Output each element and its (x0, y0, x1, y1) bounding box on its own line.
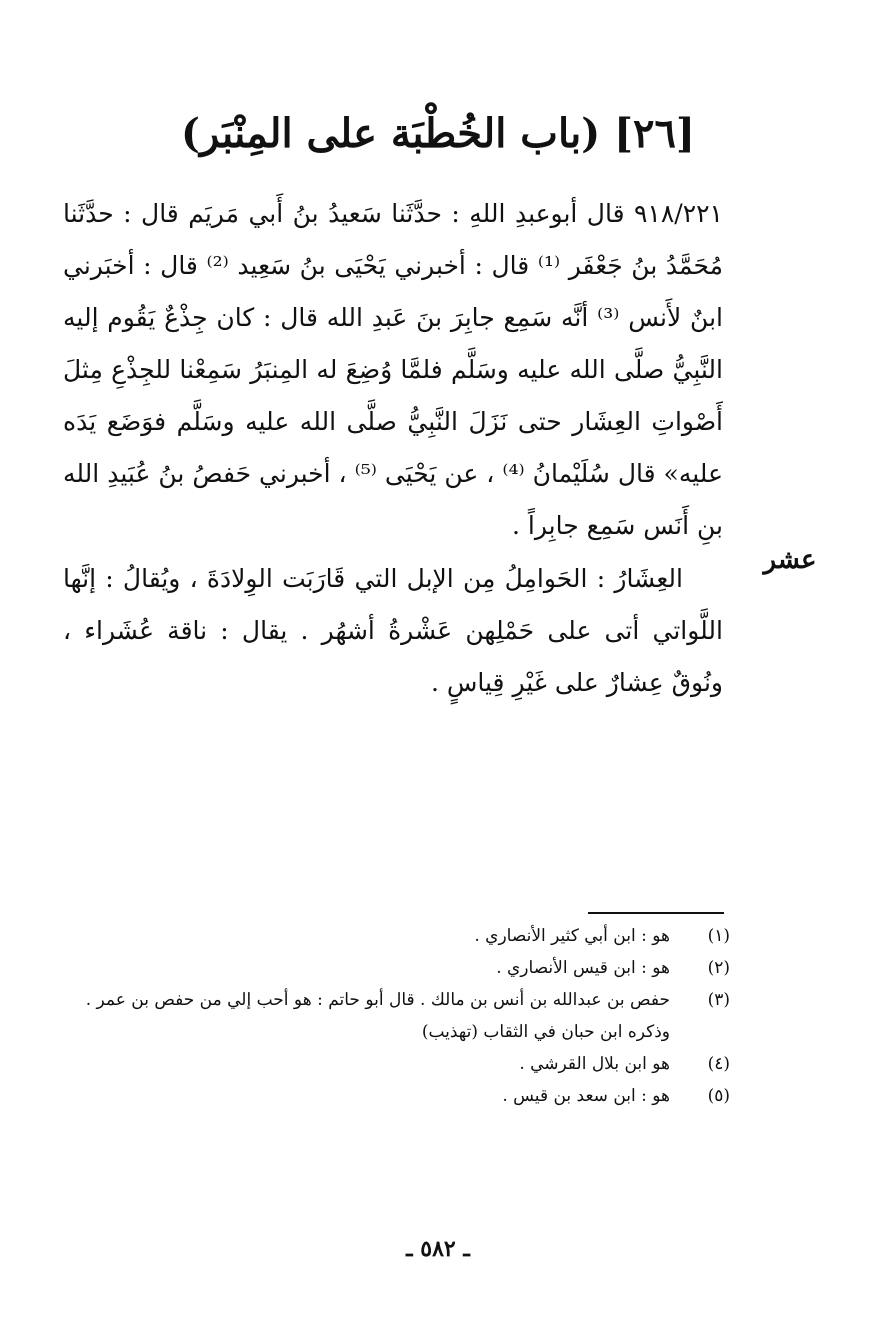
footnote-item (70, 1080, 730, 1112)
footnote-number: (٣) (707, 990, 730, 1010)
gloss-text: العِشَارُ : الحَوامِلُ مِن الإبل التي قَارَبَت الوِلادَةَ ، ويُقالُ : إنَّها اللَّواتي أتى على حَمْلِهن عَشْرةُ أشهُر . يقال : ناقة عُشَراء ، ونُوقٌ عِشارٌ على غَيْرِ قِياسٍ . (63, 564, 723, 697)
footnote-item (70, 984, 730, 1048)
footnote-text: هو : ابن أبي كثير الأنصاري . (474, 926, 670, 946)
footnote-number: (٤) (707, 1054, 730, 1074)
hadith-text: ٩١٨/٢٢١ قال أبوعبدِ اللهِ : حدَّثَنا سَعيدُ بنُ أَبي مَريَم قال : حدَّثَنا مُحَمَّدُ بنُ جَعْفَر ⁽¹⁾ قال : أخبرني يَحْيَى بنُ سَعِيد ⁽²⁾ قال : أخبَرني ابنٌ لأَنس ⁽³⁾ أنَّه سَمِع جابِرَ بنَ عَبدِ الله قال : كان جِذْعٌ يَقُوم إليه النَّبِيُّ صلَّى الله عليه وسَلَّم فلمَّا وُضِعَ له المِنبَرُ سَمِعْنا للجِذْعِ مِثلَ أَصْواتِ العِشَار حتى نَزَلَ النَّبِيُّ صلَّى الله عليه وسَلَّم فوَضَع يَدَه عليه» قال سُلَيْمانُ ⁽⁴⁾ ، عن يَحْيَى ⁽⁵⁾ ، أخبرني حَفصُ بنُ عُبَيدِ الله بنِ أَنَس سَمِع جابِراً . (63, 199, 724, 540)
footnote-item (70, 952, 730, 984)
footnote-text: هو : ابن قيس الأنصاري . (496, 958, 670, 978)
footnote-divider (588, 912, 724, 914)
hadith-body (63, 188, 723, 552)
chapter-title: [٢٦] (باب الخُطْبَة على المِنْبَر) (181, 110, 695, 157)
footnote-text: حفص بن عبدالله بن أنس بن مالك . قال أبو حاتم : هو أحب إلي من حفص بن عمر . وذكره ابن حبان في الثقاب (تهذيب) (85, 990, 670, 1042)
footnote-number: (١) (707, 926, 730, 946)
gloss-body (63, 553, 723, 709)
footnote-item (70, 920, 730, 952)
footnote-text: هو ابن بلال القرشي . (519, 1054, 670, 1074)
margin-keyword: عشر (763, 545, 817, 575)
footnote-item (70, 1048, 730, 1080)
footnote-number: (٢) (707, 958, 730, 978)
footnotes (70, 920, 730, 1112)
footnote-number: (٥) (707, 1086, 730, 1106)
footnote-text: هو : ابن سعد بن قيس . (502, 1086, 670, 1106)
page-number: ـ ٥٨٢ ـ (406, 1236, 470, 1262)
